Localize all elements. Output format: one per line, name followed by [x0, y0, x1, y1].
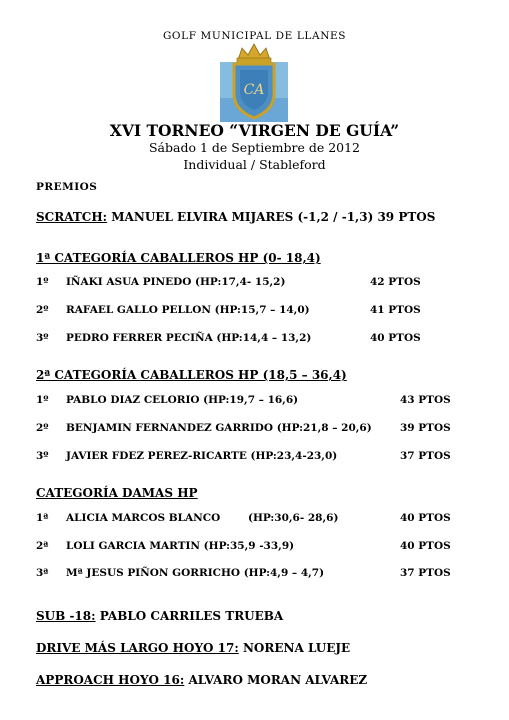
- points: 37 PTOS: [400, 450, 451, 462]
- scratch-text: MANUEL ELVIRA MIJARES (-1,2 / -1,3) 39 PTOS: [107, 210, 436, 224]
- position: 3º: [36, 450, 49, 462]
- coat-of-arms-icon: [218, 42, 290, 122]
- special-award-winner: ALVARO MORAN ALVAREZ: [184, 673, 368, 687]
- points: 40 PTOS: [400, 540, 451, 552]
- points: 42 PTOS: [370, 276, 421, 288]
- points: 40 PTOS: [400, 512, 451, 524]
- crest-monogram: CA: [243, 82, 265, 98]
- special-award: [36, 609, 283, 623]
- position: 1º: [36, 276, 49, 288]
- position: 1ª: [36, 512, 49, 524]
- points: 39 PTOS: [400, 422, 451, 434]
- premios-label: PREMIOS: [36, 181, 98, 193]
- scratch-label: SCRATCH:: [36, 210, 108, 224]
- special-award-winner: NORENA LUEJE: [238, 641, 351, 655]
- points: 43 PTOS: [400, 394, 451, 406]
- player-name: LOLI GARCIA MARTIN (HP:35,9 -33,9): [66, 540, 295, 552]
- special-award-label: APPROACH HOYO 16:: [36, 673, 185, 687]
- position: 3º: [36, 332, 49, 344]
- special-award-label: DRIVE MÁS LARGO HOYO 17:: [36, 641, 239, 655]
- player-name: PABLO DIAZ CELORIO (HP:19,7 – 16,6): [66, 394, 299, 406]
- special-award-label: SUB -18:: [36, 609, 96, 623]
- tournament-format: Individual / Stableford: [183, 157, 326, 172]
- special-award: [36, 673, 367, 687]
- category-heading: CATEGORÍA DAMAS HP: [36, 486, 198, 500]
- player-name: Mª JESUS PIÑON GORRICHO (HP:4,9 – 4,7): [66, 567, 325, 579]
- player-name: JAVIER FDEZ PEREZ-RICARTE (HP:23,4-23,0): [66, 450, 338, 462]
- special-award: [36, 641, 350, 655]
- points: 37 PTOS: [400, 567, 451, 579]
- position: 2ª: [36, 540, 49, 552]
- points: 41 PTOS: [370, 304, 421, 316]
- category-heading: 2ª CATEGORÍA CABALLEROS HP (18,5 – 36,4): [36, 368, 347, 382]
- player-name: ALICIA MARCOS BLANCO: [66, 512, 221, 524]
- tournament-title: XVI TORNEO “VIRGEN DE GUÍA”: [109, 121, 400, 140]
- player-handicap: (HP:30,6- 28,6): [248, 512, 339, 524]
- category-heading: 1ª CATEGORÍA CABALLEROS HP (0- 18,4): [36, 251, 321, 265]
- position: 3ª: [36, 567, 49, 579]
- position: 2º: [36, 304, 49, 316]
- club-name: GOLF MUNICIPAL DE LLANES: [162, 30, 347, 42]
- points: 40 PTOS: [370, 332, 421, 344]
- player-name: BENJAMIN FERNANDEZ GARRIDO (HP:21,8 – 20,6): [66, 422, 372, 434]
- position: 1º: [36, 394, 49, 406]
- player-name: PEDRO FERRER PECIÑA (HP:14,4 – 13,2): [66, 332, 312, 344]
- tournament-date: Sábado 1 de Septiembre de 2012: [148, 140, 361, 155]
- scratch-line: [36, 210, 435, 224]
- player-name: IÑAKI ASUA PINEDO (HP:17,4- 15,2): [66, 276, 286, 288]
- special-award-winner: PABLO CARRILES TRUEBA: [95, 609, 284, 623]
- player-name: RAFAEL GALLO PELLON (HP:15,7 – 14,0): [66, 304, 310, 316]
- position: 2º: [36, 422, 49, 434]
